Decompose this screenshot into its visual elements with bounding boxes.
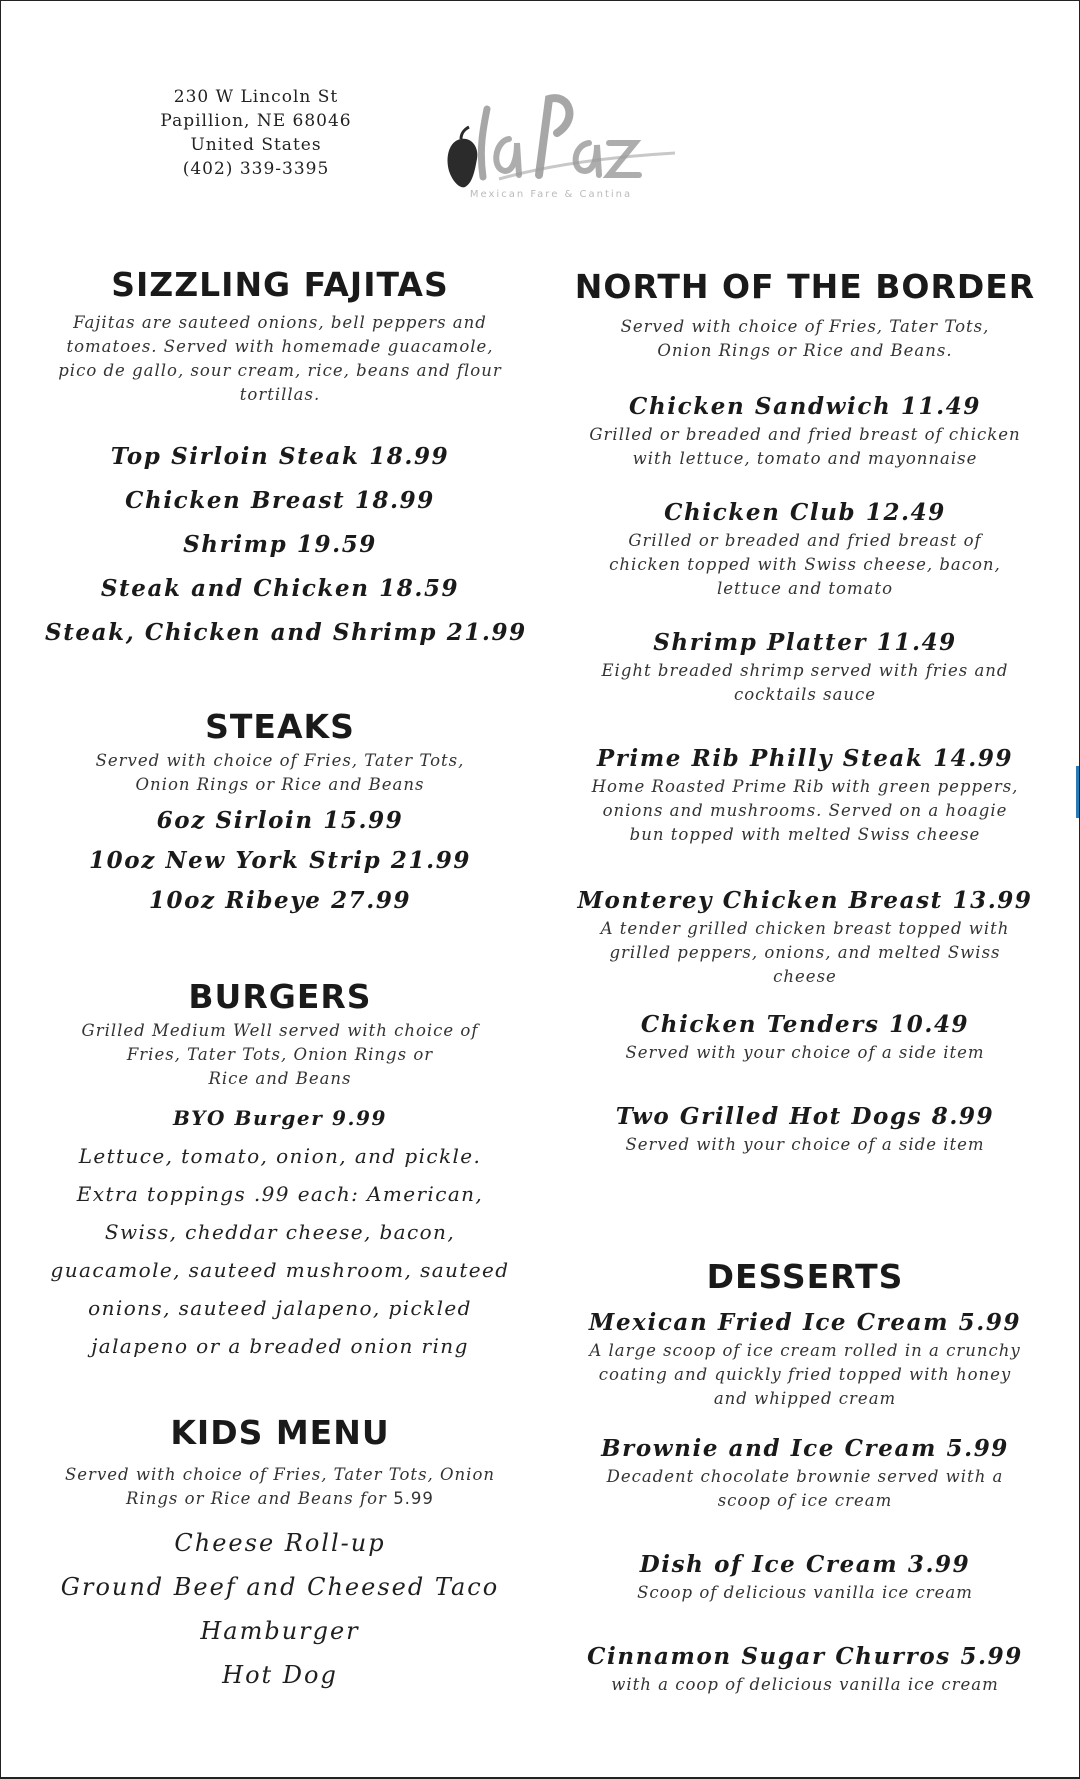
desc-line: Served with choice of Fries, Tater Tots, [95,751,465,770]
menu-item-desc: with a coop of delicious vanilla ice cream [611,1675,999,1694]
desc-line: Grilled Medium Well served with choice of [81,1021,479,1040]
desc-line: Lettuce, tomato, onion, and pickle. [78,1144,482,1168]
desserts-title: DESSERTS [706,1257,904,1296]
desc-line: Onion Rings or Rice and Beans. [657,341,953,360]
kids-section [45,1411,515,1697]
menu-item-name: Brownie and Ice Cream 5.99 [601,1435,1009,1462]
menu-item: Steak and Chicken 18.59 [100,575,460,602]
dessert-item [573,1641,1037,1697]
kids-item: Cheese Roll-up [174,1529,386,1557]
kids-item: Hamburger [200,1617,360,1645]
burgers-section [45,975,515,1365]
menu-item-desc: lettuce and tomato [716,579,894,598]
right-column [573,1,1037,1777]
burger-toppings [45,1137,515,1365]
menu-item-desc: Served with your choice of a side item [625,1135,985,1154]
menu-item-desc: scoop of ice cream [717,1491,893,1510]
dessert-item [573,1433,1037,1513]
menu-item: Chicken Breast 18.99 [125,487,435,514]
edge-mark [1076,766,1079,818]
menu-item: Top Sirloin Steak 18.99 [110,443,450,470]
menu-item-desc: Served with your choice of a side item [625,1043,985,1062]
menu-item-name: Two Grilled Hot Dogs 8.99 [615,1103,995,1130]
desc-line: Rings or Rice and Beans for [126,1489,387,1508]
dessert-item [573,1549,1037,1605]
kids-description [45,1463,515,1511]
north-item [573,743,1037,847]
steaks-description [45,749,515,797]
menu-item-name: Cinnamon Sugar Churros 5.99 [587,1643,1023,1670]
kids-title: KIDS MENU [170,1413,390,1452]
desc-line: guacamole, sauteed mushroom, sauteed [50,1258,510,1282]
menu-item-name: Chicken Sandwich 11.49 [629,393,981,420]
logo-tagline: Mexican Fare & Cantina [469,189,633,200]
menu-item-desc: Scoop of delicious vanilla ice cream [637,1583,973,1602]
address-country: United States [190,135,322,155]
menu-item-desc: with lettuce, tomato and mayonnaise [632,449,978,468]
menu-item-desc: and whipped cream [713,1389,897,1408]
desc-line: Served with choice of Fries, Tater Tots, Onion [64,1465,496,1484]
menu-item-desc: Decadent chocolate brownie served with a [606,1467,1004,1486]
address-phone: (402) 339-3395 [182,159,330,179]
menu-item-desc: cocktails sauce [733,685,877,704]
north-item [573,627,1037,707]
menu-item-name: Dish of Ice Cream 3.99 [639,1551,971,1578]
menu-item-desc: bun topped with melted Swiss cheese [629,825,981,844]
kids-price: 5.99 [393,1489,434,1508]
desc-line: tortillas. [239,385,321,404]
burgers-description [45,1019,515,1091]
fajitas-description [45,311,515,407]
menu-item-desc: coating and quickly fried topped with honey [598,1365,1012,1384]
desc-line: Fajitas are sauteed onions, bell peppers and [73,313,487,332]
desc-line: pico de gallo, sour cream, rice, beans and flour [58,361,502,380]
north-item [573,1009,1037,1065]
fajitas-title: SIZZLING FAJITAS [111,265,449,304]
menu-item-desc: onions and mushrooms. Served on a hoagie [602,801,1008,820]
desc-line: Served with choice of Fries, Tater Tots, [620,317,990,336]
menu-item-desc: Grilled or breaded and fried breast of [628,531,982,550]
steaks-title: STEAKS [205,707,355,746]
menu-item: 10oz New York Strip 21.99 [89,847,471,874]
desc-line: Fries, Tater Tots, Onion Rings or [126,1045,434,1064]
kids-item: Hot Dog [222,1661,338,1689]
desc-line: tomatoes. Served with homemade guacamole, [66,337,494,356]
left-column [45,1,527,1777]
north-section [573,265,1037,363]
address-city: Papillion, NE 68046 [160,111,352,131]
menu-item-desc: A tender grilled chicken breast topped with [600,919,1010,938]
dessert-item [573,1307,1037,1411]
desc-line: Onion Rings or Rice and Beans [135,775,425,794]
menu-item-name: Mexican Fried Ice Cream 5.99 [588,1309,1022,1336]
menu-item-desc: grilled peppers, onions, and melted Swiss [609,943,1001,962]
menu-item: BYO Burger 9.99 [172,1106,388,1130]
north-item [573,391,1037,471]
north-description [573,315,1037,363]
menu-item-desc: Eight breaded shrimp served with fries and [601,661,1009,680]
menu-item-name: Chicken Club 12.49 [664,499,946,526]
desc-line: jalapeno or a breaded onion ring [91,1334,469,1358]
menu-item: 6oz Sirloin 15.99 [156,807,404,834]
menu-item-name: Prime Rib Philly Steak 14.99 [596,745,1014,772]
kids-item: Ground Beef and Cheesed Taco [60,1573,500,1601]
north-item [573,885,1037,989]
menu-item: Steak, Chicken and Shrimp 21.99 [45,619,527,646]
menu-item-name: Chicken Tenders 10.49 [640,1011,970,1038]
desc-line: Rice and Beans [208,1069,352,1088]
desc-line: Extra toppings .99 each: American, [76,1182,484,1206]
menu-item-desc: Grilled or breaded and fried breast of chicken [589,425,1021,444]
fajitas-items [45,435,527,655]
burgers-title: BURGERS [188,977,372,1016]
menu-item-desc: chicken topped with Swiss cheese, bacon, [609,555,1001,574]
steaks-section [45,705,515,921]
menu-item-name: Monterey Chicken Breast 13.99 [577,887,1033,914]
desc-line: onions, sauteed jalapeno, pickled [88,1296,472,1320]
north-title: NORTH OF THE BORDER [574,267,1036,306]
desserts-section [573,1255,1037,1299]
menu-item-desc: Home Roasted Prime Rib with green peppers, [591,777,1019,796]
desc-line: Swiss, cheddar cheese, bacon, [104,1220,456,1244]
north-item [573,497,1037,601]
menu-item-desc: A large scoop of ice cream rolled in a crunchy [589,1341,1021,1360]
menu-item-name: Shrimp Platter 11.49 [653,629,957,656]
address-street: 230 W Lincoln St [173,87,339,107]
north-item [573,1101,1037,1157]
menu-item: Shrimp 19.59 [183,531,377,558]
fajitas-section [45,263,515,407]
menu-item: 10oz Ribeye 27.99 [148,887,412,914]
menu-item-desc: cheese [773,967,837,986]
